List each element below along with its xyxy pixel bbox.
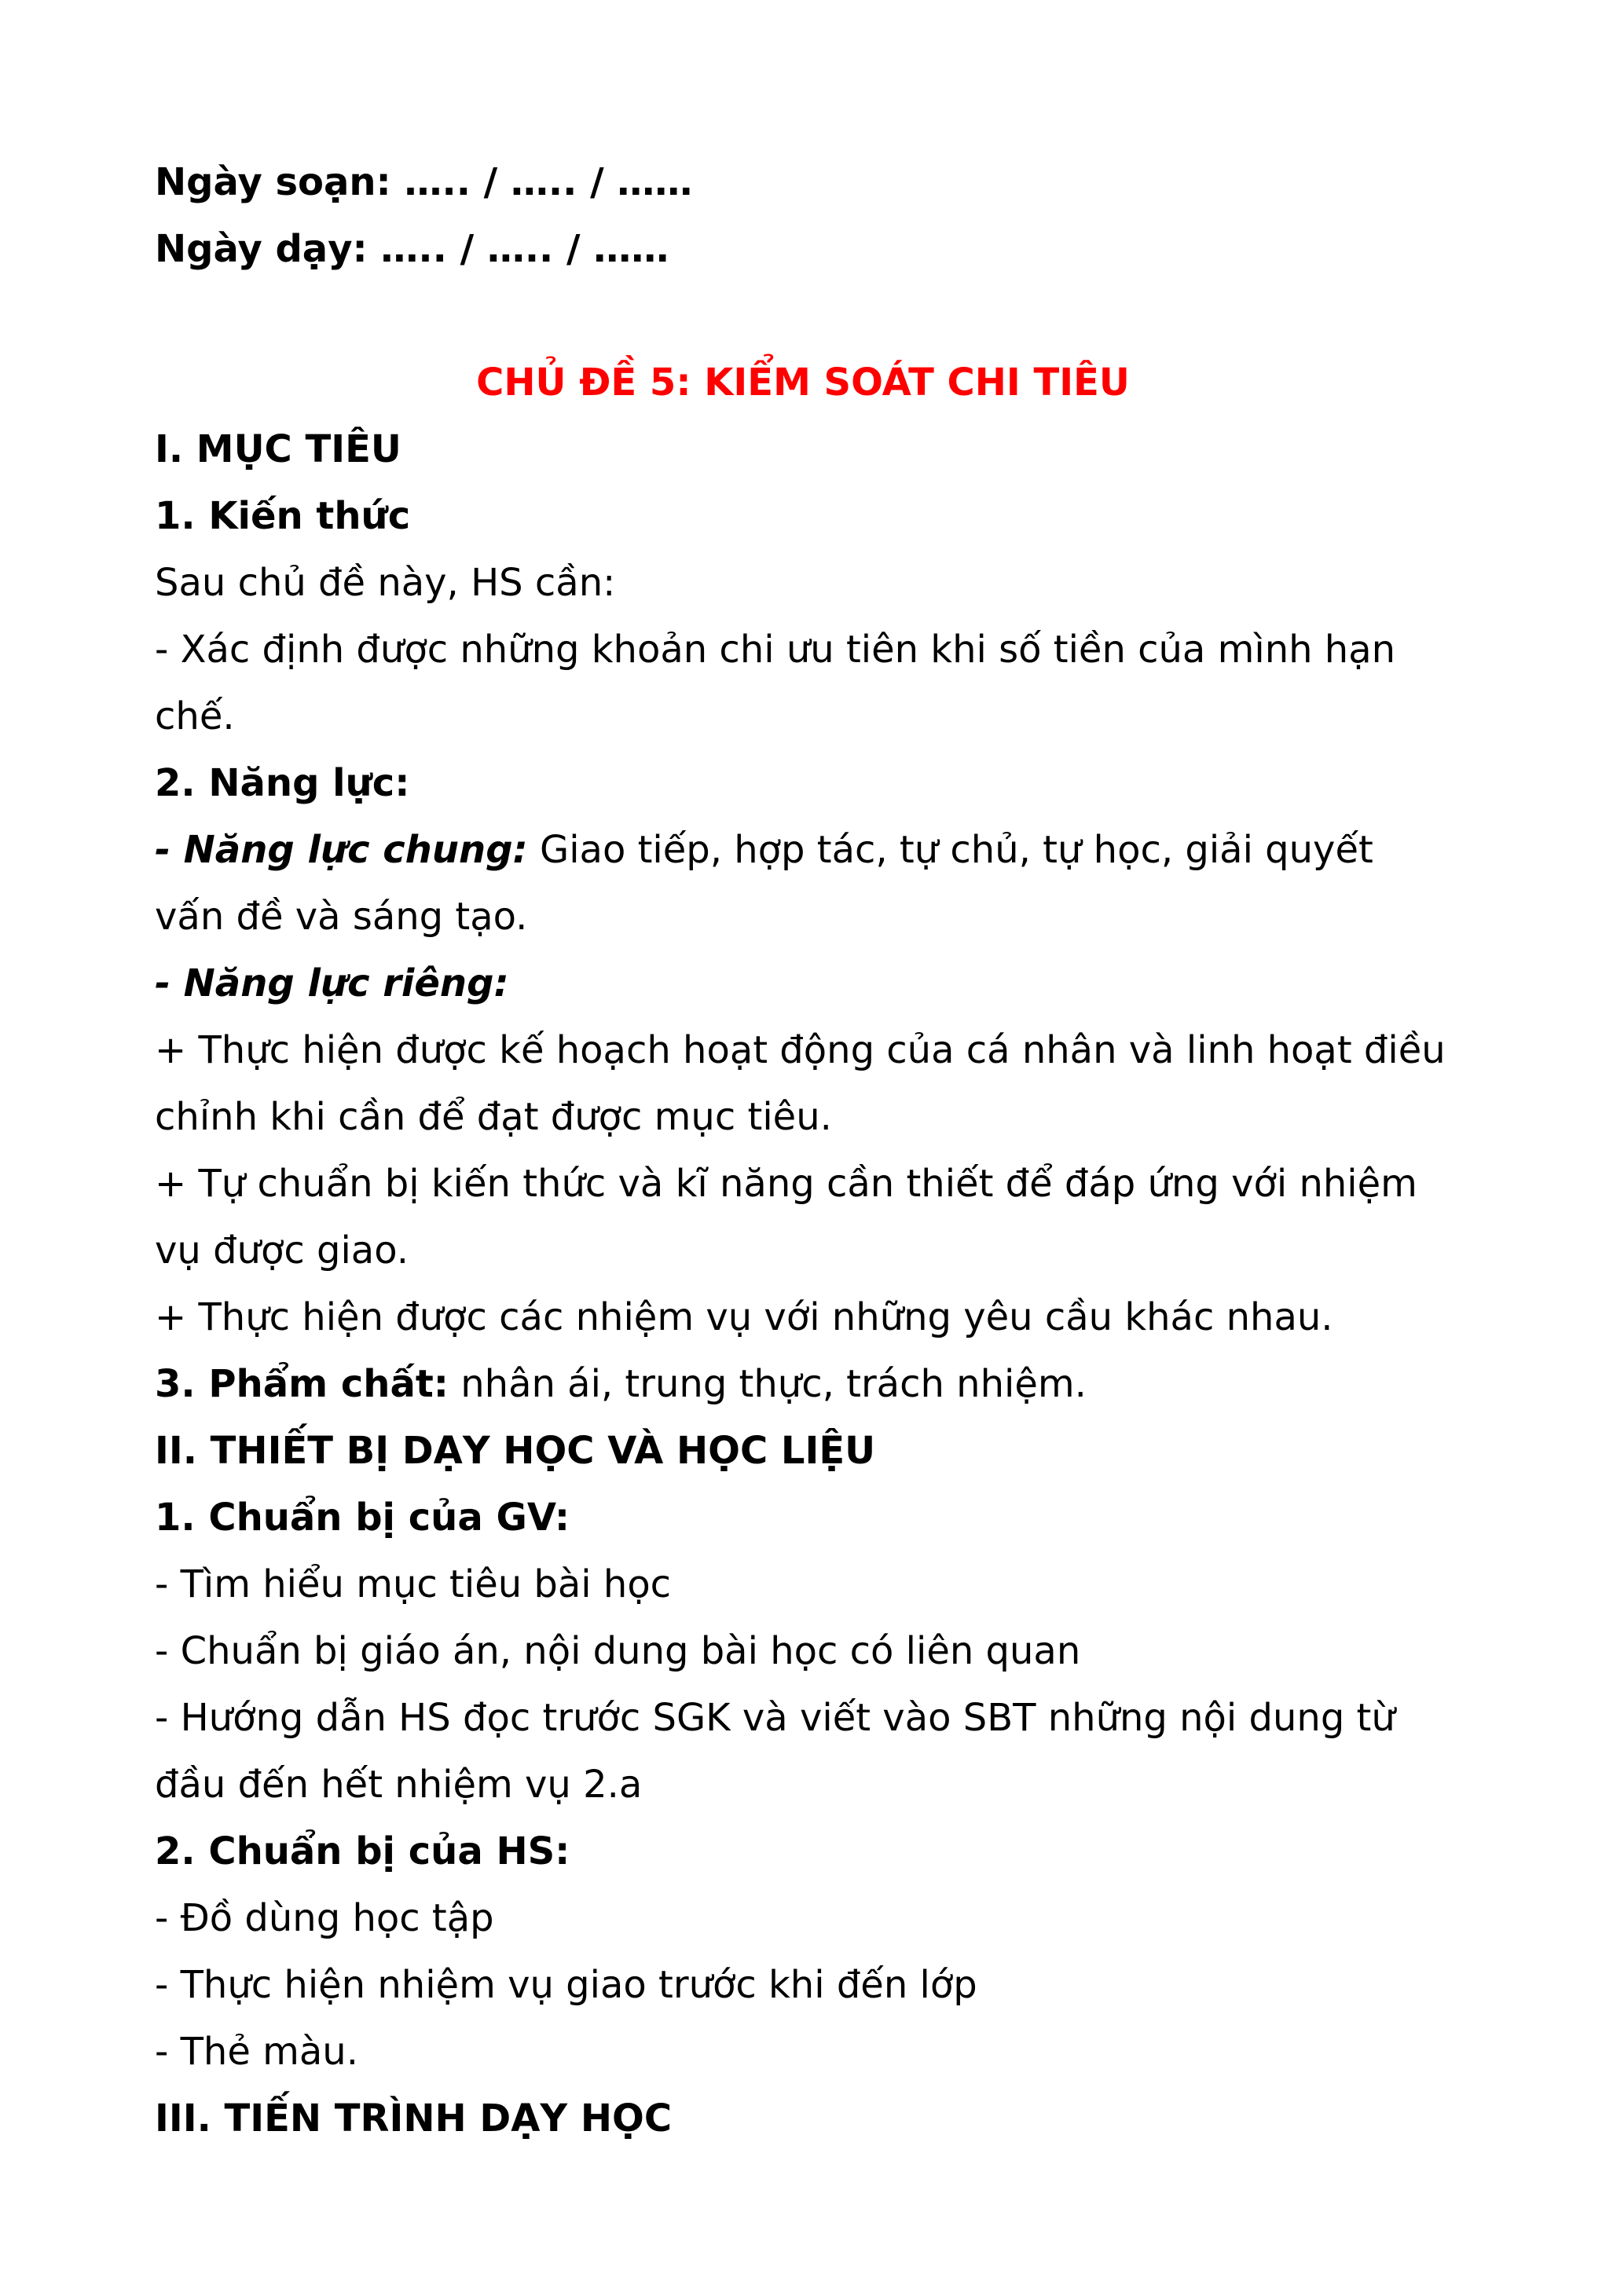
document-page xyxy=(155,149,1483,2152)
pham-chat-label: 3. Phẩm chất: xyxy=(155,1362,449,1406)
section-3-heading: III. TIẾN TRÌNH DẠY HỌC xyxy=(155,2096,673,2140)
hs-heading: 2. Chuẩn bị của HS: xyxy=(155,1829,570,1873)
ngay-day: Ngày dạy: ….. / ….. / …… xyxy=(155,227,669,271)
section-1-heading: I. MỤC TIÊU xyxy=(155,427,401,471)
kien-thuc-item-line2: chế. xyxy=(155,694,235,738)
pham-chat-text: nhân ái, trung thực, trách nhiệm. xyxy=(448,1362,1087,1406)
kien-thuc-intro: Sau chủ đề này, HS cần: xyxy=(155,561,616,605)
nang-luc-chung-text: Giao tiếp, hợp tác, tự chủ, tự học, giải quyết xyxy=(527,828,1373,872)
gv-item-2: - Chuẩn bị giáo án, nội dung bài học có liên quan xyxy=(155,1629,1081,1673)
kien-thuc-heading: 1. Kiến thức xyxy=(155,494,411,538)
nang-luc-rieng-item2-line2: vụ được giao. xyxy=(155,1229,409,1273)
nang-luc-heading: 2. Năng lực: xyxy=(155,761,410,805)
nang-luc-rieng-label: - Năng lực riêng: xyxy=(155,961,509,1005)
nang-luc-rieng-item3: + Thực hiện được các nhiệm vụ với những yêu cầu khác nhau. xyxy=(155,1295,1333,1339)
nang-luc-rieng-item1-line2: chỉnh khi cần để đạt được mục tiêu. xyxy=(155,1095,832,1139)
hs-item-1: - Đồ dùng học tập xyxy=(155,1896,494,1940)
gv-item-1: - Tìm hiểu mục tiêu bài học xyxy=(155,1562,672,1606)
nang-luc-chung-line2: vấn đề và sáng tạo. xyxy=(155,895,528,939)
nang-luc-rieng-item2-line1: + Tự chuẩn bị kiến thức và kĩ năng cần thiết để đáp ứng với nhiệm xyxy=(155,1162,1417,1206)
section-2-heading: II. THIẾT BỊ DẠY HỌC VÀ HỌC LIỆU xyxy=(155,1429,876,1473)
gv-item-3-line2: đầu đến hết nhiệm vụ 2.a xyxy=(155,1763,643,1807)
kien-thuc-item-line1: - Xác định được những khoản chi ưu tiên khi số tiền của mình hạn xyxy=(155,628,1396,672)
pham-chat-line xyxy=(155,1351,1483,1418)
hs-item-2: - Thực hiện nhiệm vụ giao trước khi đến lớp xyxy=(155,1963,977,2007)
nang-luc-chung-line1 xyxy=(155,817,1483,884)
document-title: CHỦ ĐỀ 5: KIỂM SOÁT CHI TIÊU xyxy=(476,361,1130,405)
gv-item-3-line1: - Hướng dẫn HS đọc trước SGK và viết vào SBT những nội dung từ xyxy=(155,1696,1395,1740)
nang-luc-rieng-item1-line1: + Thực hiện được kế hoạch hoạt động của cá nhân và linh hoạt điều xyxy=(155,1028,1446,1072)
hs-item-3: - Thẻ màu. xyxy=(155,2030,358,2074)
ngay-soan: Ngày soạn: ….. / ….. / …… xyxy=(155,160,693,204)
nang-luc-chung-label: - Năng lực chung: xyxy=(155,828,528,872)
gv-heading: 1. Chuẩn bị của GV: xyxy=(155,1496,570,1540)
